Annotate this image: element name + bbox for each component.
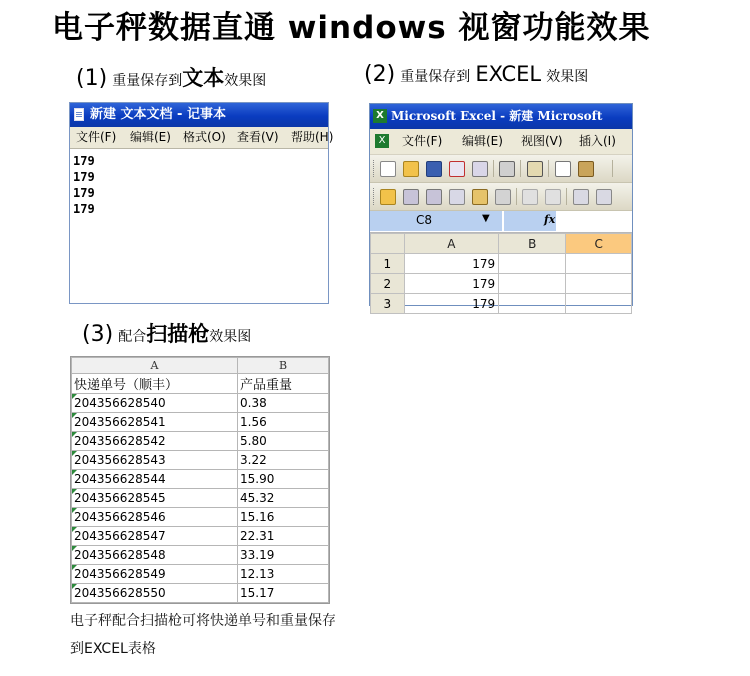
cell[interactable] <box>566 254 632 274</box>
toolbar-grip-icon[interactable] <box>373 188 376 205</box>
menu-file[interactable]: 文件(F) <box>76 130 117 144</box>
table-row <box>72 489 329 508</box>
excel-window <box>369 103 633 311</box>
tracking-cell[interactable]: 204356628546 <box>72 508 238 527</box>
table-row <box>371 274 632 294</box>
formula-bar <box>370 211 632 233</box>
toolbar-separator <box>493 160 494 177</box>
section-text: 效果图 <box>209 329 252 345</box>
weight-cell[interactable]: 33.19 <box>238 546 329 565</box>
cell[interactable] <box>566 294 632 314</box>
toolbar-separator <box>566 188 567 205</box>
delete-comment-icon[interactable] <box>495 189 511 205</box>
notepad-title: 新建 文本文档 - 记事本 <box>90 107 226 122</box>
scanner-table <box>71 357 329 603</box>
section-text: 重量保存到 <box>400 69 471 85</box>
cell[interactable]: 179 <box>404 294 498 314</box>
excel-grid <box>370 233 632 314</box>
tracking-cell[interactable]: 204356628543 <box>72 451 238 470</box>
row-header[interactable]: 2 <box>371 274 405 294</box>
track-icon[interactable] <box>573 189 589 205</box>
caption: 电子秤配合扫描枪可将快递单号和重量保存到EXCEL表格 <box>70 613 336 657</box>
excel-title: Microsoft Excel - 新建 Microsoft <box>391 109 603 123</box>
undo-icon[interactable] <box>522 189 538 205</box>
section-emphasis: EXCEL <box>475 62 542 86</box>
header-weight[interactable]: 产品重量 <box>238 374 329 394</box>
column-header-a[interactable]: A <box>72 358 238 374</box>
notepad-document-icon <box>74 108 84 121</box>
menu-view[interactable]: 查看(V) <box>237 130 279 144</box>
tracking-cell[interactable]: 204356628540 <box>72 394 238 413</box>
header-tracking-number[interactable]: 快递单号（顺丰） <box>72 374 238 394</box>
cell[interactable] <box>499 274 566 294</box>
menu-view[interactable]: 视图(V) <box>521 134 563 148</box>
notepad-text-area[interactable] <box>70 149 328 221</box>
table-row <box>72 565 329 584</box>
tracking-cell[interactable]: 204356628545 <box>72 489 238 508</box>
print-preview-icon[interactable] <box>472 161 488 177</box>
menu-format[interactable]: 格式(O) <box>183 130 226 144</box>
menu-file[interactable]: 文件(F) <box>402 134 443 148</box>
print-icon[interactable] <box>499 161 515 177</box>
section-text: 重量保存到 <box>112 73 183 89</box>
section-emphasis: 文本 <box>182 66 225 90</box>
table-row <box>72 527 329 546</box>
column-header-b[interactable]: B <box>238 358 329 374</box>
text-line: 179 <box>73 186 95 200</box>
excel-doc-icon[interactable]: X <box>375 134 389 148</box>
paste-icon[interactable] <box>578 161 594 177</box>
save-icon[interactable] <box>426 161 442 177</box>
table-row <box>72 584 329 603</box>
section-text: 效果图 <box>546 69 589 85</box>
text-line: 179 <box>73 170 95 184</box>
text-line: 179 <box>73 202 95 216</box>
section-number: (3) <box>82 322 114 347</box>
scanner-sheet <box>70 356 330 604</box>
menu-edit[interactable]: 编辑(E) <box>462 134 503 148</box>
section-label-2 <box>364 62 588 87</box>
cell[interactable] <box>499 294 566 314</box>
folder-icon[interactable] <box>380 189 396 205</box>
toolbar-grip-icon[interactable] <box>373 160 376 177</box>
tracking-cell[interactable]: 204356628547 <box>72 527 238 546</box>
toolbar-separator <box>516 188 517 205</box>
weight-cell[interactable]: 45.32 <box>238 489 329 508</box>
weight-cell[interactable]: 22.31 <box>238 527 329 546</box>
redo-icon[interactable] <box>545 189 561 205</box>
weight-cell[interactable]: 0.38 <box>238 394 329 413</box>
table-row <box>72 451 329 470</box>
forward-icon[interactable] <box>426 189 442 205</box>
notepad-window <box>69 102 334 304</box>
chevron-down-icon[interactable]: ▼ <box>482 213 490 224</box>
excel-app-icon: X <box>373 109 387 123</box>
table-row <box>72 394 329 413</box>
cell[interactable]: 179 <box>404 254 498 274</box>
menu-edit[interactable]: 编辑(E) <box>130 130 171 144</box>
cell[interactable] <box>499 254 566 274</box>
table-row <box>72 546 329 565</box>
section-number: (1) <box>76 66 108 91</box>
open-icon[interactable] <box>403 161 419 177</box>
notepad-titlebar[interactable] <box>70 103 328 127</box>
excel-menubar <box>370 129 632 155</box>
section-number: (2) <box>364 62 396 87</box>
text-line: 179 <box>73 154 95 168</box>
tracking-cell[interactable]: 204356628544 <box>72 470 238 489</box>
page-title: 电子秤数据直通 windows 视窗功能效果 <box>52 10 651 46</box>
excel-titlebar[interactable] <box>370 104 632 129</box>
tracking-cell[interactable]: 204356628542 <box>72 432 238 451</box>
table-row <box>72 413 329 432</box>
table-row <box>371 294 632 314</box>
weight-cell[interactable]: 5.80 <box>238 432 329 451</box>
weight-cell[interactable]: 15.16 <box>238 508 329 527</box>
table-row <box>72 432 329 451</box>
toolbar-separator <box>520 160 521 177</box>
menu-insert[interactable]: 插入(I) <box>579 134 616 148</box>
name-box-value: C8 <box>416 213 433 227</box>
fx-icon[interactable]: fx <box>544 213 556 226</box>
column-header-a[interactable]: A <box>404 234 498 254</box>
section-label-3 <box>82 318 251 348</box>
weight-cell[interactable]: 12.13 <box>238 565 329 584</box>
toolbar-separator <box>612 160 613 177</box>
row-header[interactable]: 3 <box>371 294 405 314</box>
new-icon[interactable] <box>380 161 396 177</box>
table-row <box>371 254 632 274</box>
tracking-cell[interactable]: 204356628541 <box>72 413 238 432</box>
tracking-cell[interactable]: 204356628549 <box>72 565 238 584</box>
section-label-1 <box>76 62 266 92</box>
section-text: 效果图 <box>224 73 267 89</box>
table-row <box>72 508 329 527</box>
menu-help[interactable]: 帮助(H) <box>291 130 334 144</box>
select-all-corner[interactable] <box>371 234 405 254</box>
cell[interactable]: 179 <box>404 274 498 294</box>
weight-cell[interactable]: 1.56 <box>238 413 329 432</box>
table-row <box>72 470 329 489</box>
cell[interactable] <box>566 274 632 294</box>
weight-cell[interactable]: 15.17 <box>238 584 329 603</box>
column-header-c[interactable]: C <box>566 234 632 254</box>
section-emphasis: 扫描枪 <box>146 322 210 346</box>
standard-toolbar <box>370 155 632 183</box>
section-text: 配合 <box>118 329 147 345</box>
spell-icon[interactable] <box>527 161 543 177</box>
accept-icon[interactable] <box>596 189 612 205</box>
row-header[interactable]: 1 <box>371 254 405 274</box>
weight-cell[interactable]: 3.22 <box>238 451 329 470</box>
tracking-cell[interactable]: 204356628548 <box>72 546 238 565</box>
tracking-cell[interactable]: 204356628550 <box>72 584 238 603</box>
reply-icon[interactable] <box>403 189 419 205</box>
permission-icon[interactable] <box>449 161 465 177</box>
highlight-icon[interactable] <box>472 189 488 205</box>
copy-icon[interactable] <box>555 161 571 177</box>
comment-icon[interactable] <box>449 189 465 205</box>
toolbar-separator <box>548 160 549 177</box>
notepad-menubar <box>70 127 334 149</box>
column-header-b[interactable]: B <box>499 234 566 254</box>
review-toolbar <box>370 183 632 211</box>
weight-cell[interactable]: 15.90 <box>238 470 329 489</box>
